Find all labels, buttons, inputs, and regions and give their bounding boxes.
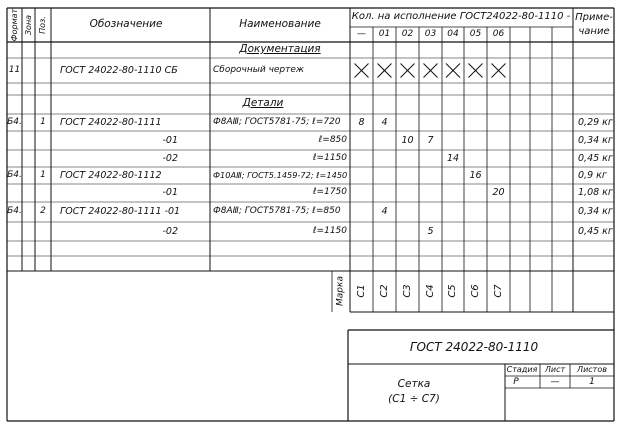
qty-value: 10 [401,134,414,146]
row-name: Ф8АⅢ; ГОСТ5781-75; ℓ=850 [213,206,341,216]
header-designation: Обозначение [89,18,163,30]
row-pos: 2 [40,206,46,216]
row-pos: 1 [40,169,46,180]
qty-value: 16 [469,169,482,181]
row-note: 0,34 кг [578,206,613,217]
stamp-title: Сетка [397,378,431,390]
qty-value: 7 [427,134,434,146]
row-designation: ГОСТ 24022-80-1112 [60,169,162,181]
qty-value: 4 [381,206,388,217]
qty-value: 8 [358,116,365,128]
header-note: Приме- [575,12,613,23]
row-format: 11 [8,64,21,75]
exec-column-header: 06 [492,29,505,39]
qty-value: 20 [492,187,505,198]
row-note: 0,29 кг [578,116,613,128]
row-name: Ф10АⅢ; ГОСТ5.1459-72; ℓ=1450 [213,169,348,180]
row-designation: ГОСТ 24022-80-1111 -01 [60,206,181,217]
row-name: Сборочный чертеж [213,64,305,75]
exec-column-header: 05 [469,29,482,39]
marka-label: Марка [335,276,346,306]
row-note: 0,45 кг [578,152,613,164]
exec-column-header: — [357,29,366,39]
section-documentation: Документация [239,43,321,55]
row-format: Б4. [7,206,22,216]
qty-value: 5 [427,225,434,237]
row-format: Б4. [7,169,22,180]
row-note: 0,9 кг [578,169,607,181]
qty-value: 4 [381,116,388,128]
qty-value: 14 [446,152,460,164]
row-name: ℓ=1750 [312,187,347,197]
row-designation: ГОСТ 24022-80-1111 [60,116,162,128]
row-designation: ГОСТ 24022-80-1110 СБ [60,64,178,76]
row-name: ℓ=850 [318,134,347,145]
section-parts: Детали [242,97,284,109]
marka-value: С2 [378,284,390,298]
stamp-title: (С1 ÷ С7) [388,393,440,405]
marka-value: С1 [355,284,367,298]
header-pos: Поз. [38,16,47,34]
header-qty-title: Кол. на исполнение ГОСТ24022-80-1110 - [351,11,571,22]
marka-value: С3 [401,284,413,298]
exec-column-header: 04 [447,29,459,39]
marka-value: С4 [424,284,436,298]
row-pos: 1 [40,116,46,127]
stamp-sheet-label: Лист [544,365,566,374]
exec-column-header: 03 [424,29,437,39]
header-name: Наименование [239,18,321,30]
stamp-sheet-value: — [550,377,560,387]
stamp-sheets-value: 1 [589,377,595,387]
stamp-stage-label: Стадия [506,365,538,374]
marka-value: С5 [447,284,458,298]
marka-value: С6 [469,284,481,298]
row-name: ℓ=1150 [312,152,347,163]
row-designation: -01 [162,187,178,198]
row-designation: -02 [162,152,178,164]
exec-column-header: 01 [378,29,391,39]
marka-value: С7 [492,284,504,298]
header-note: чание [578,26,610,37]
row-designation: -02 [162,225,178,237]
header-zone: Зона [23,14,33,36]
header-format: Формат [9,8,19,42]
row-note: 0,34 кг [578,134,613,146]
row-designation: -01 [162,134,178,146]
row-name: Ф8АⅢ; ГОСТ5781-75; ℓ=720 [213,116,341,127]
row-note: 0,45 кг [578,225,613,237]
exec-column-header: 02 [401,29,414,39]
row-note: 1,08 кг [578,187,613,198]
row-format: Б4. [7,116,22,127]
stamp-sheets-label: Листов [577,365,607,374]
stamp-stage-value: Р [513,377,519,387]
row-name: ℓ=1150 [312,225,347,236]
stamp-designation: ГОСТ 24022-80-1110 [409,340,539,354]
